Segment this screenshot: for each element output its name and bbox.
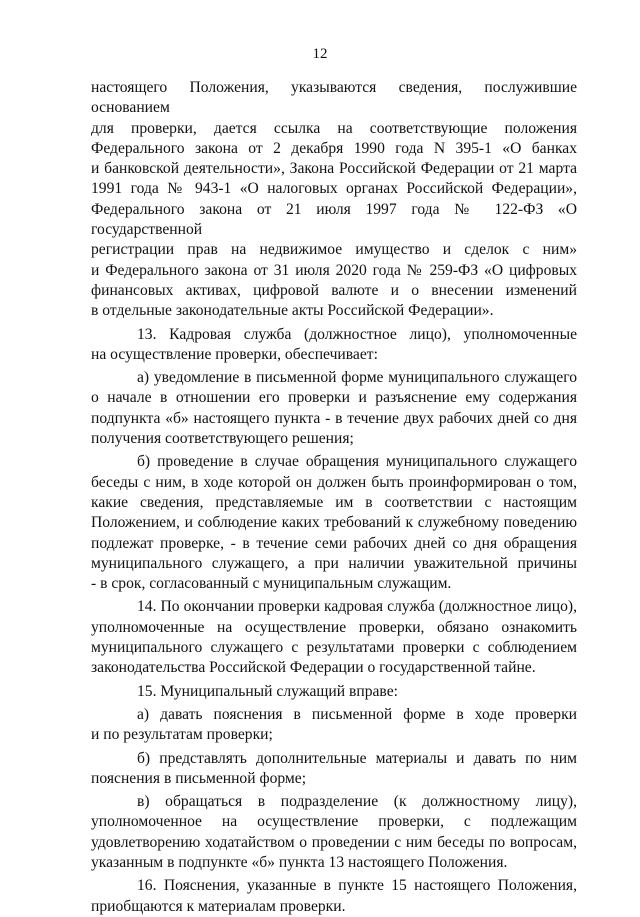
text-line: финансовых активах, цифровой валюте и о внесении изменений xyxy=(91,281,577,299)
text-line: б) представлять дополнительные материалы и давать по ним xyxy=(137,749,577,767)
page-number: 12 xyxy=(312,46,328,62)
text-line: 14. По окончании проверки кадровая служба (должностное лицо), xyxy=(137,598,577,616)
text-line: удовлетворению ходатайством о проведении с ним беседы по вопросам, xyxy=(91,833,577,851)
text-line: и банковской деятельности», Закона Российской Федерации от 21 марта xyxy=(91,160,577,178)
text-line: а) давать пояснения в письменной форме в ходе проверки xyxy=(137,705,577,723)
text-line: о начале в отношении его проверки и разъяснение ему содержания xyxy=(91,389,577,407)
text-line: пояснения в письменной форме; xyxy=(91,769,307,787)
text-line: Федерального закона от 21 июля 1997 года № 122-ФЗ «О государственной xyxy=(91,200,577,239)
text-line: в) обращаться в подразделение (к должностному лицу), xyxy=(137,793,577,811)
text-line: 16. Пояснения, указанные в пункте 15 настоящего Положения, xyxy=(137,877,577,895)
text-line: регистрации прав на недвижимое имущество и сделок с ним» xyxy=(91,241,577,259)
text-line: законодательства Российской Федерации о государственной тайне. xyxy=(91,659,536,677)
text-line: подпункта «б» настоящего пункта - в течение двух рабочих дней со дня xyxy=(91,409,577,427)
text-line: 15. Муниципальный служащий вправе: xyxy=(137,682,398,700)
text-line: подлежат проверке, - в течение семи рабочих дней со дня обращения xyxy=(91,534,577,552)
text-line: муниципального служащего с результатами проверки с соблюдением xyxy=(91,639,577,657)
text-line: в отдельные законодательные акты Российской Федерации». xyxy=(91,302,494,320)
text-line: уполномоченные на осуществление проверки, обязано ознакомить xyxy=(91,618,577,636)
text-line: 13. Кадровая служба (должностное лицо), уполномоченные xyxy=(137,325,577,343)
document-body xyxy=(91,78,577,917)
text-line: муниципального служащего, а при наличии уважительной причины xyxy=(91,554,577,572)
text-line: - в срок, согласованный с муниципальным служащим. xyxy=(91,575,452,593)
text-line: для проверки, дается ссылка на соответствующие положения xyxy=(91,119,577,137)
text-line: какие сведения, представляемые им в соответствии с настоящим xyxy=(91,493,577,511)
text-line: указанным в подпункте «б» пункта 13 настоящего Положения. xyxy=(91,853,508,871)
text-line: Положением, и соблюдение каких требований к служебному поведению xyxy=(91,514,577,532)
text-line: беседы с ним, в ходе которой он должен быть проинформирован о том, xyxy=(91,473,577,491)
text-line: и Федерального закона от 31 июля 2020 года № 259-ФЗ «О цифровых xyxy=(91,261,577,279)
text-line: настоящего Положения, указываются сведения, послужившие основанием xyxy=(91,79,577,117)
text-line: 1991 года № 943-1 «О налоговых органах Российской Федерации», xyxy=(91,180,577,198)
text-line: а) уведомление в письменной форме муниципального служащего xyxy=(137,369,577,387)
text-line: уполномоченное на осуществление проверки, с подлежащим xyxy=(91,813,577,831)
text-line: б) проведение в случае обращения муниципального служащего xyxy=(137,453,577,471)
text-line: и по результатам проверки; xyxy=(91,726,273,744)
text-line: получения соответствующего решения; xyxy=(91,430,354,448)
text-line: Федерального закона от 2 декабря 1990 года N 395-1 «О банках xyxy=(91,139,577,157)
text-line: приобщаются к материалам проверки. xyxy=(91,897,346,915)
text-line: на осуществление проверки, обеспечивает: xyxy=(91,345,378,363)
